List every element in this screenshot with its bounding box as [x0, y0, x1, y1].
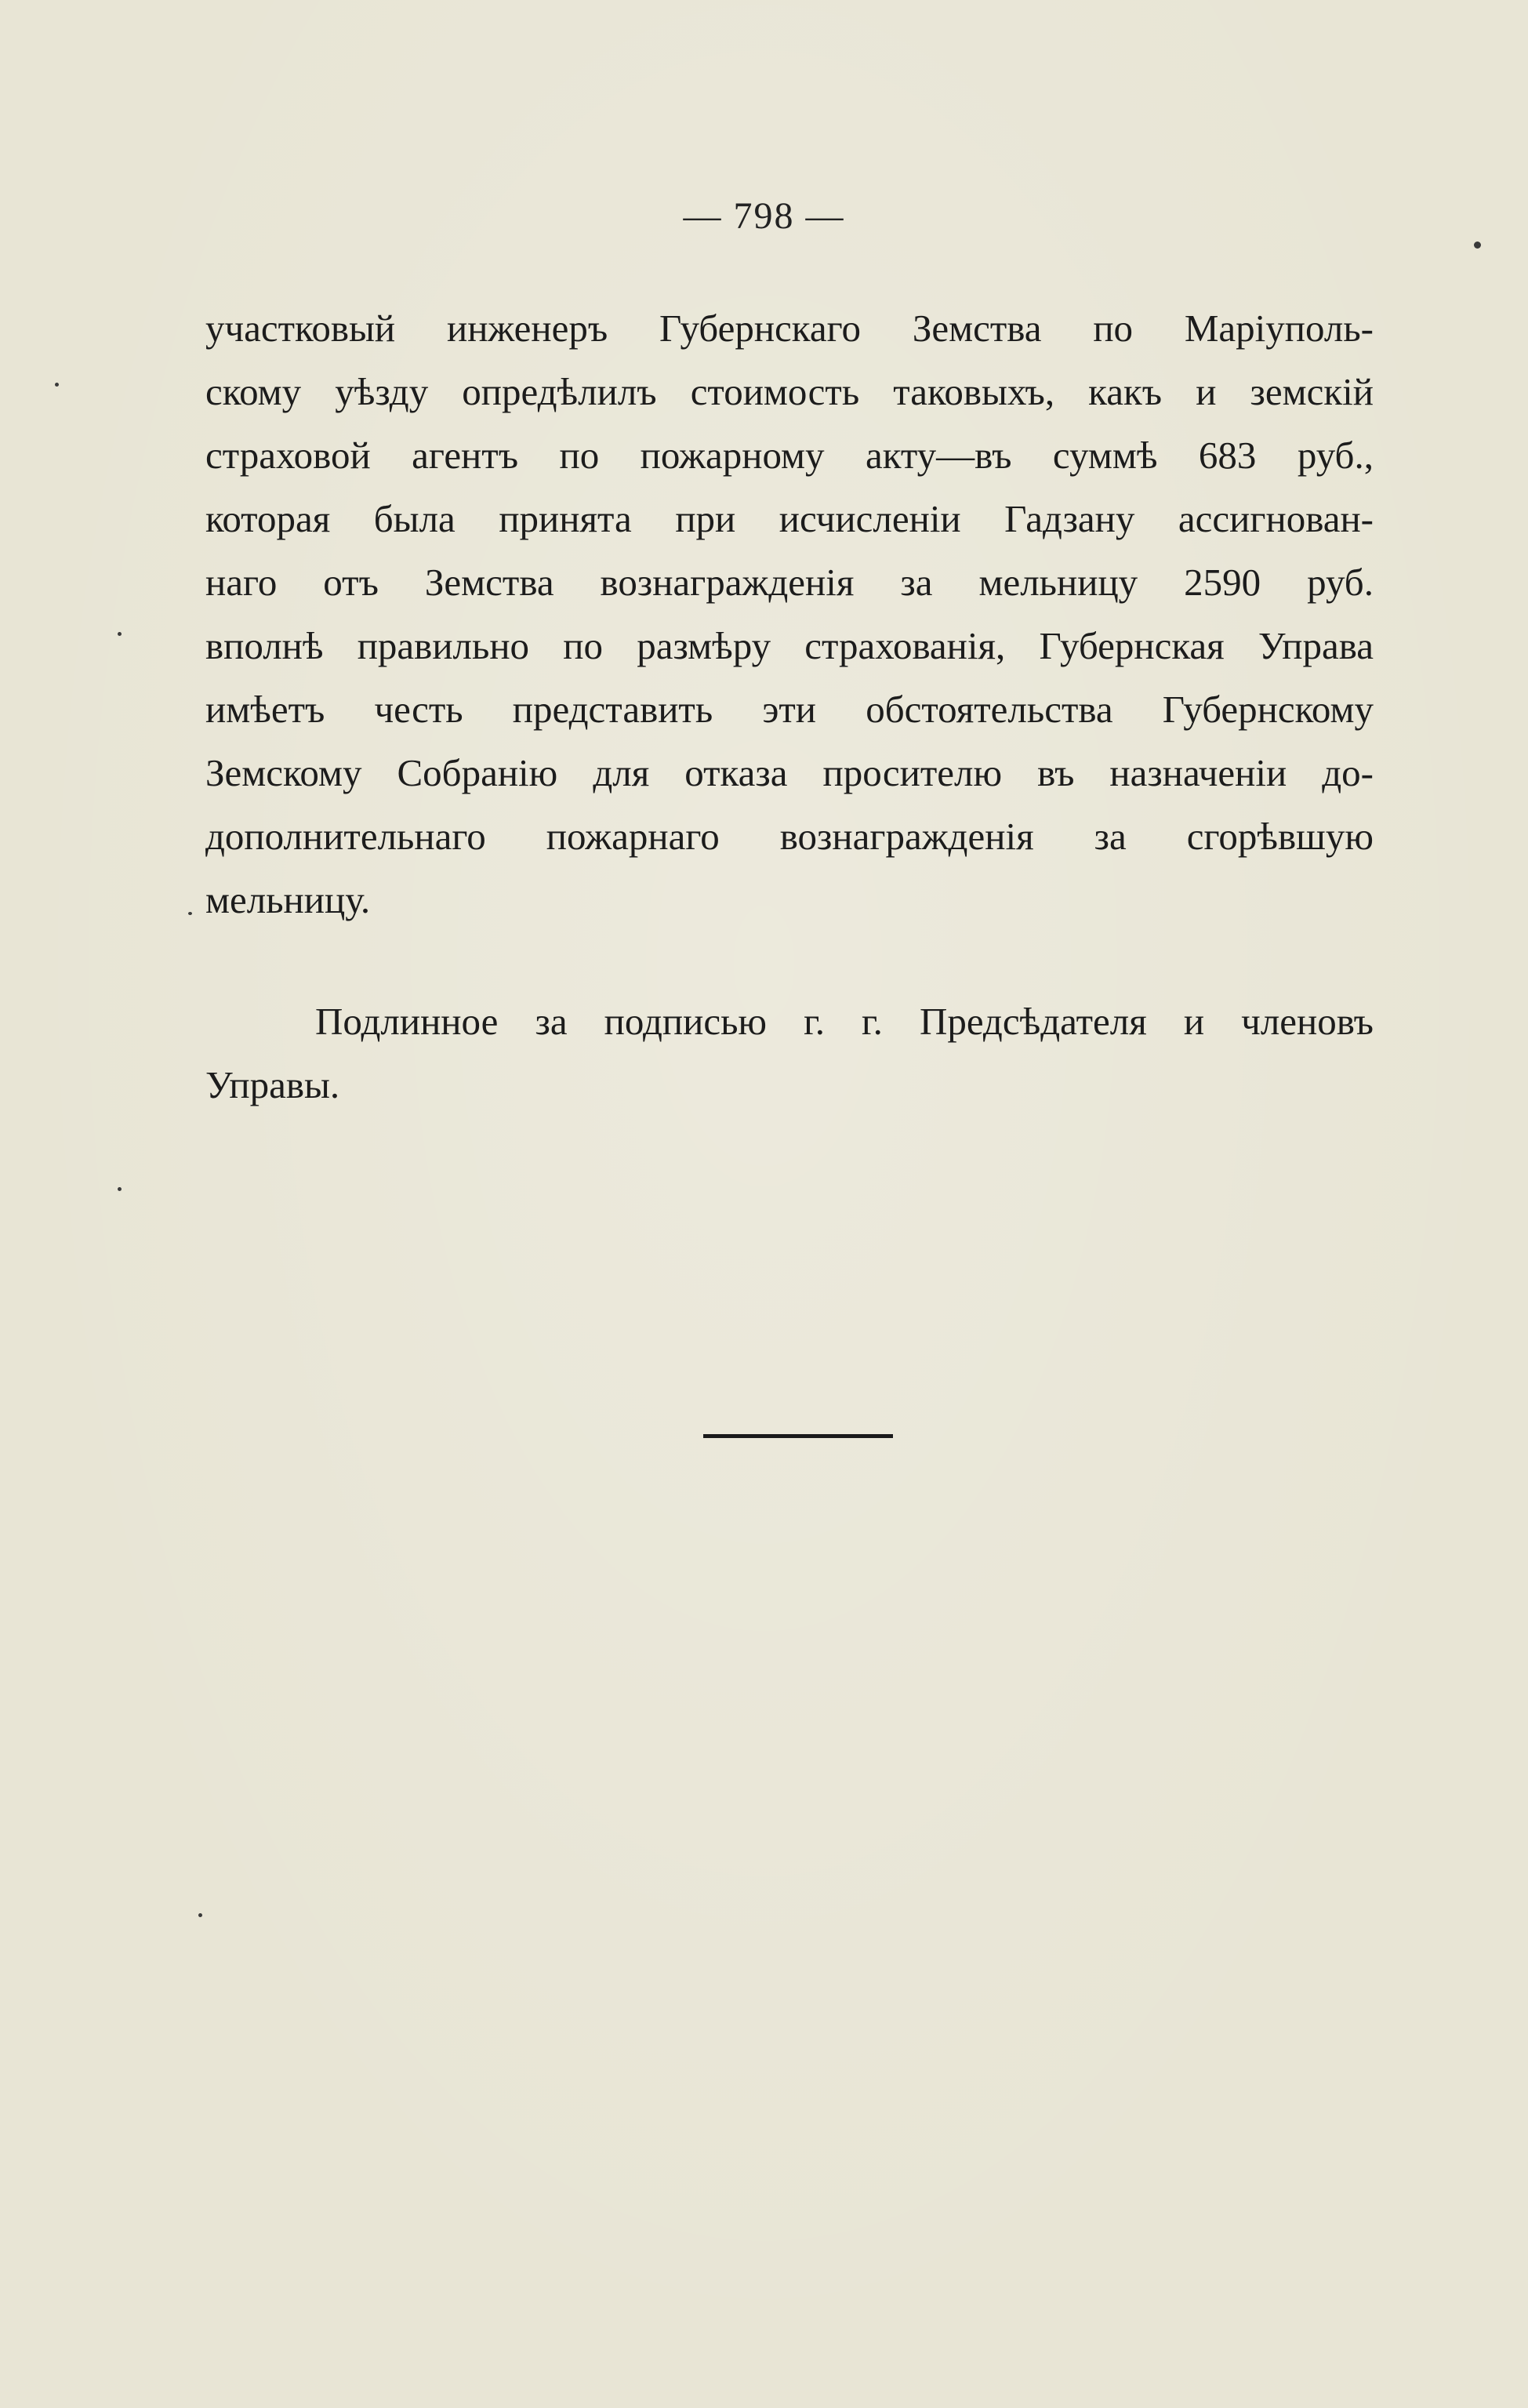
text-line: мельницу.: [205, 878, 371, 921]
text-line: участковый инженеръ Губернскаго Земства по Маріуполь-: [205, 307, 1374, 350]
body-paragraph: [205, 296, 1374, 932]
text-line: наго отъ Земства вознагражденія за мельницу 2590 руб.: [205, 561, 1374, 604]
text-line: Земскому Собранію для отказа просителю въ назначеніи до-: [205, 751, 1374, 794]
text-line: страховой агентъ по пожарному акту—въ суммѣ 683 руб.,: [205, 434, 1374, 477]
signature-line: Управы.: [205, 1063, 340, 1106]
signature-note: [205, 990, 1374, 1117]
print-speck: [118, 1187, 122, 1191]
print-speck: [55, 383, 59, 387]
print-speck: [188, 912, 192, 915]
text-line: которая была принята при исчисленіи Гадзану ассигнован-: [205, 497, 1374, 540]
print-speck: [1474, 242, 1481, 249]
text-line: дополнительнаго пожарнаго вознагражденія за сгорѣвшую: [205, 815, 1374, 858]
closing-rule: [703, 1434, 893, 1438]
page-number: — 798 —: [683, 195, 845, 237]
print-speck: [118, 632, 122, 636]
text-line: вполнѣ правильно по размѣру страхованія, Губернская Управа: [205, 624, 1374, 667]
signature-line: Подлинное за подписью г. г. Предсѣдателя и членовъ: [315, 1000, 1374, 1043]
text-line: имѣетъ честь представить эти обстоятельства Губернскому: [205, 688, 1374, 731]
text-line: скому уѣзду опредѣлилъ стоимость таковыхъ, какъ и земскій: [205, 370, 1374, 413]
print-speck: [198, 1913, 202, 1917]
